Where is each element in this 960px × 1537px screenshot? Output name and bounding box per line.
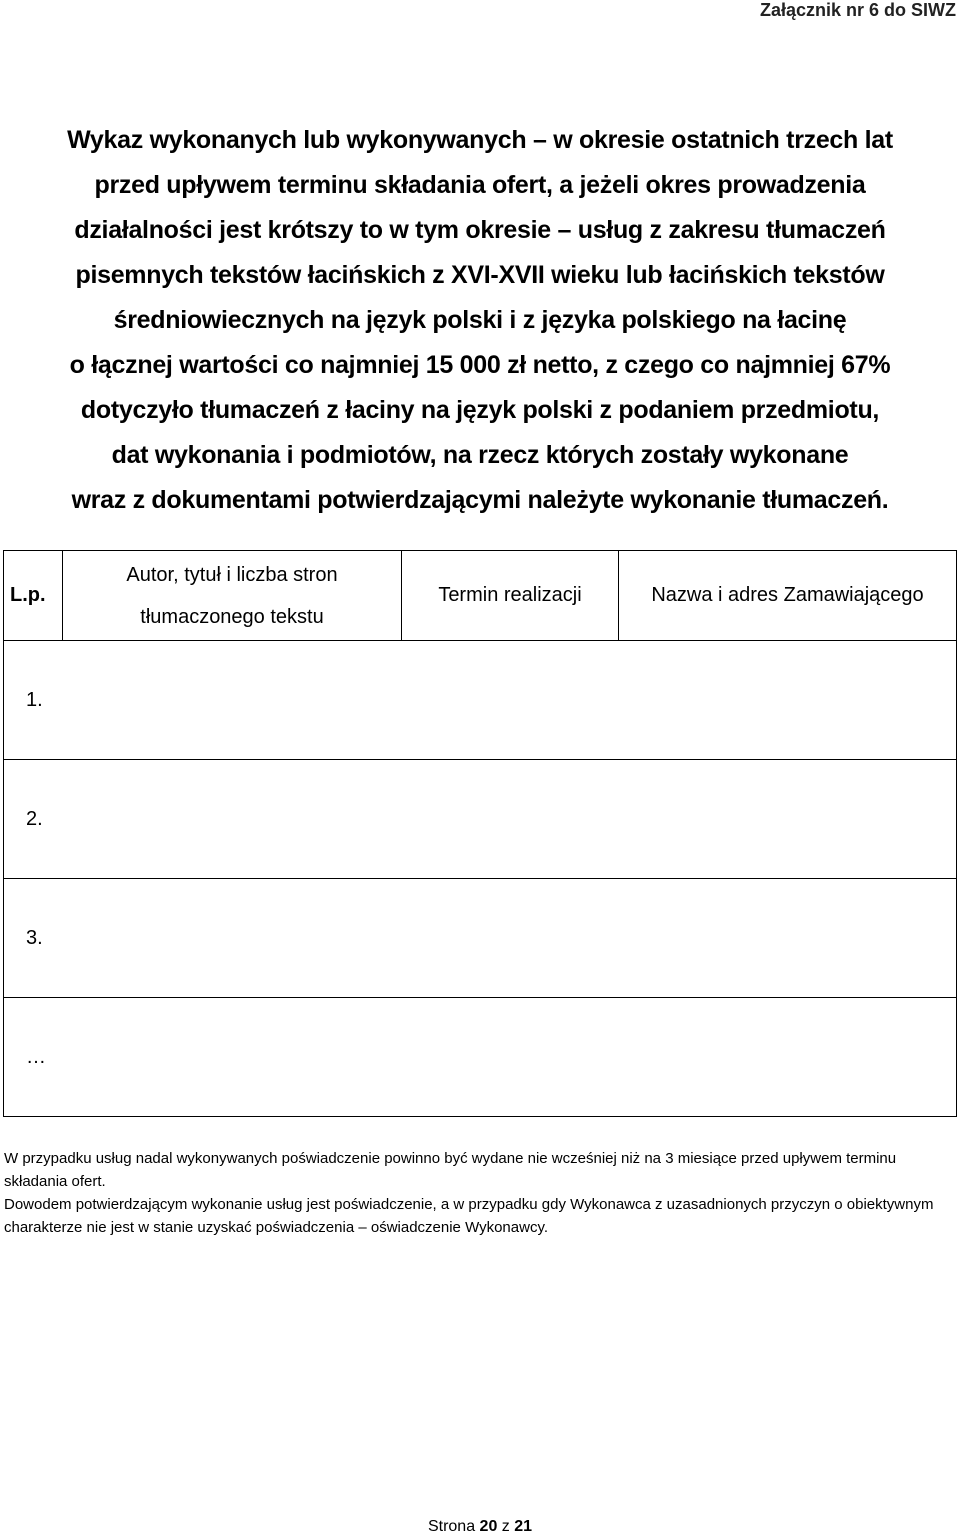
- title-line: o łącznej wartości co najmniej 15 000 zł netto, z czego co najmniej 67%: [69, 351, 891, 379]
- row-number: 2.: [4, 760, 957, 879]
- title-line: Wykaz wykonanych lub wykonywanych – w okresie ostatnich trzech lat: [67, 126, 893, 154]
- row-number: 3.: [4, 879, 957, 998]
- footer-prefix: Strona: [427, 1518, 476, 1535]
- header-lp: L.p.: [4, 551, 63, 641]
- header-autor-line2: tłumaczonego tekstu: [140, 605, 324, 628]
- table-row: [4, 641, 957, 760]
- row-number: 1.: [4, 641, 957, 760]
- footer-page: 20: [479, 1518, 498, 1535]
- note-proof: Dowodem potwierdzającym wykonanie usług jest poświadczenie, a w przypadku gdy Wykonawca z uzasadnionych przyczyn o obiektywnym charakterze nie jest w stanie uzyskać poświadczenia – oświadczenie Wykonawcy.: [4, 1196, 934, 1236]
- title-line: dotyczyło tłumaczeń z łaciny na język polski z podaniem przedmiotu,: [80, 396, 880, 424]
- header-autor: [63, 551, 402, 641]
- table-row: [4, 998, 957, 1117]
- footer-of: z: [501, 1518, 510, 1535]
- document-title: [0, 118, 960, 523]
- note-ongoing-services: W przypadku usług nadal wykonywanych poświadczenie powinno być wydane nie wcześniej niż na 3 miesiące przed upływem terminu składania ofert.: [4, 1150, 897, 1190]
- table-header-row: [4, 551, 957, 641]
- page-footer: [0, 1518, 960, 1536]
- title-line: pisemnych tekstów łacińskich z XVI-XVII wieku lub łacińskich tekstów: [75, 261, 885, 289]
- annex-label: Załącznik nr 6 do SIWZ: [759, 0, 956, 20]
- header-termin: Termin realizacji: [402, 551, 619, 641]
- title-line: dat wykonania i podmiotów, na rzecz których zostały wykonane: [111, 441, 849, 469]
- row-number: …: [4, 998, 957, 1117]
- services-table: [3, 550, 957, 1117]
- title-line: wraz z dokumentami potwierdzającymi należyte wykonanie tłumaczeń.: [71, 486, 889, 514]
- header-autor-line1: Autor, tytuł i liczba stron: [126, 563, 338, 586]
- title-line: przed upływem terminu składania ofert, a jeżeli okres prowadzenia: [94, 171, 866, 199]
- title-line: średniowiecznych na język polski i z języka polskiego na łacinę: [113, 306, 847, 334]
- table-row: [4, 760, 957, 879]
- table-row: [4, 879, 957, 998]
- notes: [4, 1147, 956, 1239]
- header-nazwa: Nazwa i adres Zamawiającego: [619, 551, 957, 641]
- title-line: działalności jest krótszy to w tym okresie – usług z zakresu tłumaczeń: [74, 216, 886, 244]
- footer-total: 21: [514, 1518, 533, 1535]
